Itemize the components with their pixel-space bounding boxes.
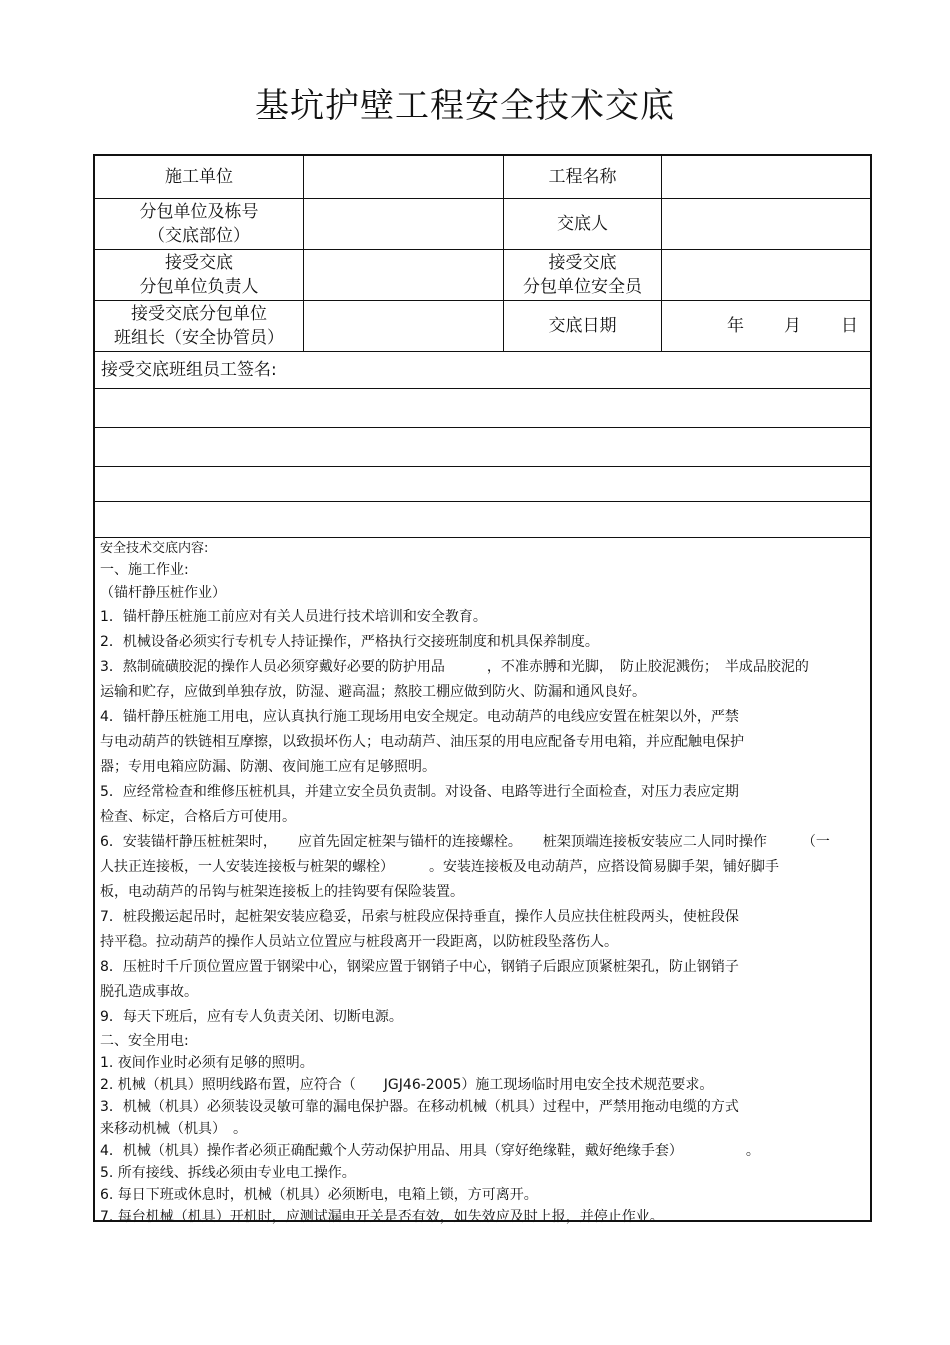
content-line: 来移动机械（机具） 。 [100,1121,247,1137]
row-subcontract-unit [95,198,870,250]
receiver-safety-label [504,249,661,300]
date-year: 年 [727,315,744,336]
project-name-field[interactable] [662,156,870,198]
row-team-leader [95,300,870,352]
content-line: 1．锚杆静压桩施工前应对有关人员进行技术培训和安全教育。 [100,609,487,625]
content-line: 人扶正连接板，一人安装连接板与桩架的螺栓） 。安装连接板及电动葫芦，应搭设简易脚手架，铺好脚手 [100,859,779,875]
content-line: 3．熬制硫磺胶泥的操作人员必须穿戴好必要的防护用品 ，不准赤膊和光脚， 防止胶泥溅伤； 半成品胶泥的 [100,659,809,675]
construction-unit-label: 施工单位 [165,167,233,187]
team-leader-field[interactable] [304,300,503,351]
briefer-label: 交底人 [557,213,608,234]
content-line: 7．桩段搬运起吊时，起桩架安装应稳妥，吊索与桩段应保持垂直，操作人员应扶住桩段两头，使桩段保 [100,909,739,925]
signature-line[interactable] [95,501,870,538]
receiver-safety-label-line2: 分包单位安全员 [523,276,642,297]
team-leader-label-line2: 班组长（安全协管员） [114,327,284,348]
content-line: 9．每天下班后，应有专人负责关闭、切断电源。 [100,1009,403,1025]
construction-unit-field[interactable] [304,156,503,198]
content-line: 7. 每台机械（机具）开机时，应测试漏电开关是否有效，如失效应及时上报，并停止作业。 [100,1209,664,1225]
project-name-label: 工程名称 [548,167,617,187]
content-line: 6．安装锚杆静压桩桩架时， 应首先固定桩架与锚杆的连接螺栓。 桩架顶端连接板安装应二人同时操作 （一 [100,834,830,850]
content-line: 3．机械（机具）必须装设灵敏可靠的漏电保护器。在移动机械（机具）过程中，严禁用拖动电缆的方式 [100,1099,739,1115]
content-line: 4．锚杆静压桩施工用电，应认真执行施工现场用电安全规定。电动葫芦的电线应安置在桩架以外，严禁 [100,709,739,725]
subcontract-unit-label [95,198,303,249]
content-line: 2．机械设备必须实行专机专人持证操作，严格执行交接班制度和机具保养制度。 [100,634,599,650]
signature-line[interactable] [95,466,870,502]
content-line: 5. 所有接线、拆线必须由专业电工操作。 [100,1165,356,1181]
receiver-safety-label-line1: 接受交底 [548,252,617,273]
content-line: 安全技术交底内容: [100,541,209,556]
date-month: 月 [784,315,801,336]
signature-line[interactable] [95,427,870,467]
subcontract-unit-field[interactable] [304,198,503,249]
row-signature-label [95,351,870,389]
document-title: 基坑护壁工程安全技术交底 [255,86,675,126]
brief-date-field[interactable] [662,300,870,351]
date-day: 日 [841,315,858,336]
content-line: 运输和贮存，应做到单独存放，防湿、避高温；熬胶工棚应做到防火、防漏和通风良好。 [100,684,646,700]
receiver-leader-label-line1: 接受交底 [165,252,233,273]
receiver-leader-label-line2: 分包单位负责人 [139,276,259,297]
content-line: 板，电动葫芦的吊钩与桩架连接板上的挂钩要有保险装置。 [100,884,464,900]
content-line: 持平稳。拉动葫芦的操作人员站立位置应与桩段离开一段距离，以防桩段坠落伤人。 [100,934,618,950]
receiver-leader-label [95,249,303,300]
content-line: 脱孔造成事故。 [100,984,198,1000]
safety-briefing-content [100,539,866,1228]
briefing-form [93,154,872,1225]
subcontract-unit-label-line2: （交底部位） [148,225,250,246]
signature-label: 接受交底班组员工签名: [101,359,277,380]
receiver-safety-field[interactable] [662,249,870,300]
row-construction-unit [95,156,870,199]
content-line: 器；专用电箱应防漏、防潮、夜间施工应有足够照明。 [100,759,436,775]
row-receivers [95,249,870,301]
signature-line[interactable] [95,388,870,428]
content-line: 与电动葫芦的铁链相互摩擦，以致损坏伤人；电动葫芦、油压泵的用电应配备专用电箱，并应配触电保护 [100,734,744,750]
content-line: 一、施工作业: [100,562,189,578]
content-line: 1. 夜间作业时必须有足够的照明。 [100,1055,314,1071]
brief-date-label: 交底日期 [548,315,617,336]
content-line: 6. 每日下班或休息时，机械（机具）必须断电，电箱上锁，方可离开。 [100,1187,538,1203]
team-leader-label-line1: 接受交底分包单位 [131,303,267,324]
subcontract-unit-label-line1: 分包单位及栋号 [139,201,259,222]
content-line: 4．机械（机具）操作者必须正确配戴个人劳动保护用品、用具（穿好绝缘鞋，戴好绝缘手套） 。 [100,1143,760,1159]
content-line: 二、安全用电: [100,1033,189,1049]
content-line: 8．压桩时千斤顶位置应置于钢梁中心，钢梁应置于钢销子中心，钢销子后跟应顶紧桩架孔，防止钢销子 [100,959,739,975]
content-line: （锚杆静压桩作业） [100,585,226,601]
content-line: 5．应经常检查和维修压桩机具，并建立安全员负责制。对设备、电路等进行全面检查，对压力表应定期 [100,784,739,800]
briefer-field[interactable] [662,198,870,249]
receiver-leader-field[interactable] [304,249,503,300]
content-line: 检查、标定，合格后方可使用。 [100,809,296,825]
content-line: 2. 机械（机具）照明线路布置，应符合（ JGJ46-2005）施工现场临时用电安全技术规范要求。 [100,1077,714,1093]
team-leader-label [95,300,303,351]
